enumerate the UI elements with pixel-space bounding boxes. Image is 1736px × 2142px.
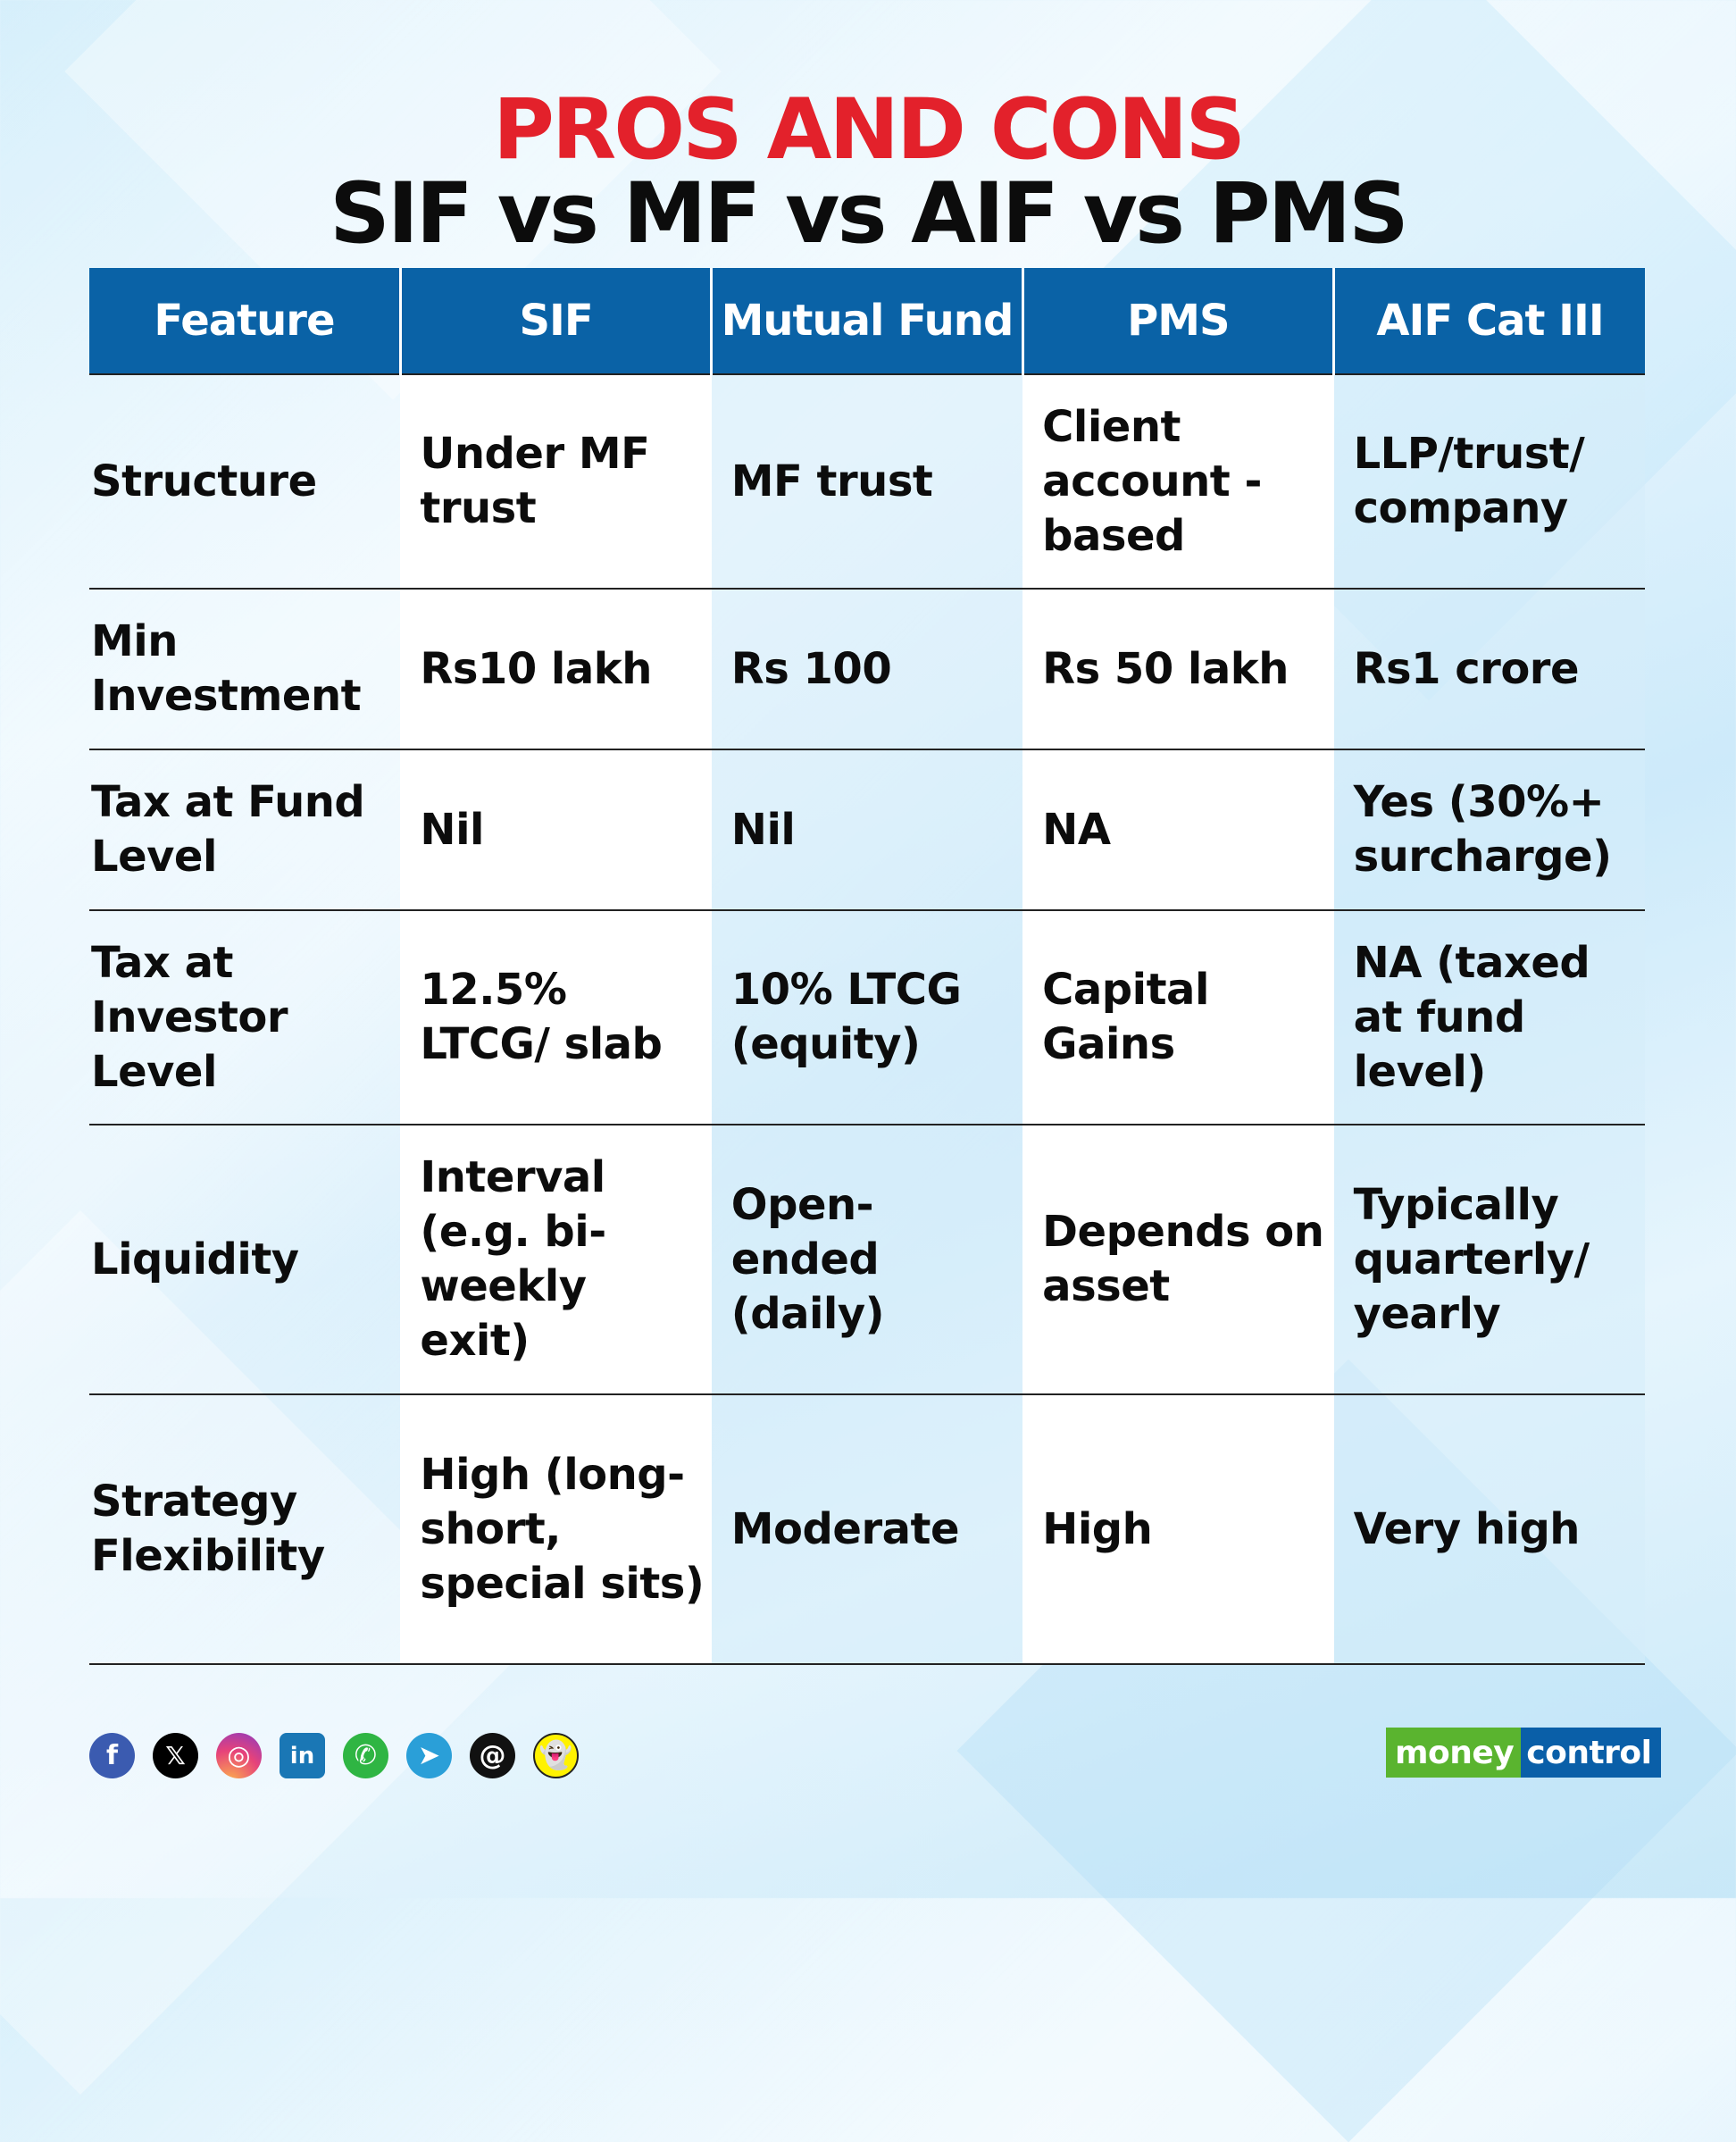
table-cell: Rs 100 (712, 589, 1022, 749)
row-label: Strategy Flexibility (89, 1394, 400, 1664)
snapchat-icon[interactable]: 👻 (533, 1733, 579, 1778)
page-title-pros-and-cons: PROS AND CONS (492, 81, 1244, 179)
column-header-mutual-fund: Mutual Fund (712, 268, 1022, 374)
whatsapp-icon[interactable]: ✆ (343, 1733, 388, 1778)
table-cell: Rs1 crore (1334, 589, 1645, 749)
table-cell: Rs 50 lakh (1022, 589, 1333, 749)
table-cell: Nil (712, 749, 1022, 910)
table-cell: High (1022, 1394, 1333, 1664)
table-row-strategy-flexibility (89, 1394, 1645, 1664)
table-cell: Under MF trust (400, 374, 711, 589)
table-cell: NA (taxed at fund level) (1334, 910, 1645, 1125)
table-cell: Open-ended (daily) (712, 1125, 1022, 1394)
comparison-table (89, 268, 1645, 1665)
table-cell: Moderate (712, 1394, 1022, 1664)
table-cell: Typically quarterly/ yearly (1334, 1125, 1645, 1394)
instagram-icon[interactable]: ◎ (216, 1733, 262, 1778)
table-row-tax-at-investor-level (89, 910, 1645, 1125)
table-cell: Interval (e.g. bi-weekly exit) (400, 1125, 711, 1394)
table-cell: Very high (1334, 1394, 1645, 1664)
row-label: Structure (89, 374, 400, 589)
column-header-feature: Feature (89, 268, 400, 374)
linkedin-icon[interactable]: in (280, 1733, 325, 1778)
logo-text-money: money (1386, 1728, 1521, 1778)
table-cell: Yes (30%+ surcharge) (1334, 749, 1645, 910)
x-icon[interactable]: 𝕏 (153, 1733, 198, 1778)
table-cell: 10% LTCG (equity) (712, 910, 1022, 1125)
table-header-row (89, 268, 1645, 374)
table-cell: Nil (400, 749, 711, 910)
table-cell: Client account -based (1022, 374, 1333, 589)
table-row-min-investment (89, 589, 1645, 749)
row-label: Liquidity (89, 1125, 400, 1394)
table-row-liquidity (89, 1125, 1645, 1394)
telegram-icon[interactable]: ➤ (406, 1733, 452, 1778)
table-cell: 12.5% LTCG/ slab (400, 910, 711, 1125)
table-cell: High (long-short, special sits) (400, 1394, 711, 1664)
column-header-sif: SIF (400, 268, 711, 374)
column-header-pms: PMS (1022, 268, 1333, 374)
moneycontrol-logo (1386, 1728, 1661, 1778)
page-subtitle-comparison: SIF vs MF vs AIF vs PMS (330, 165, 1406, 263)
table-row-structure (89, 374, 1645, 589)
threads-icon[interactable]: @ (470, 1733, 515, 1778)
table-cell: Depends on asset (1022, 1125, 1333, 1394)
row-label: Tax at Fund Level (89, 749, 400, 910)
table-row-tax-at-fund-level (89, 749, 1645, 910)
column-header-aif-cat-iii: AIF Cat III (1334, 268, 1645, 374)
table-cell: Capital Gains (1022, 910, 1333, 1125)
row-label: Tax at Investor Level (89, 910, 400, 1125)
table-cell: Rs10 lakh (400, 589, 711, 749)
table-cell: MF trust (712, 374, 1022, 589)
row-label: Min Investment (89, 589, 400, 749)
logo-text-control: control (1521, 1728, 1660, 1778)
facebook-icon[interactable]: f (89, 1733, 135, 1778)
table-cell: NA (1022, 749, 1333, 910)
social-icons (89, 1733, 579, 1778)
table-cell: LLP/trust/ company (1334, 374, 1645, 589)
